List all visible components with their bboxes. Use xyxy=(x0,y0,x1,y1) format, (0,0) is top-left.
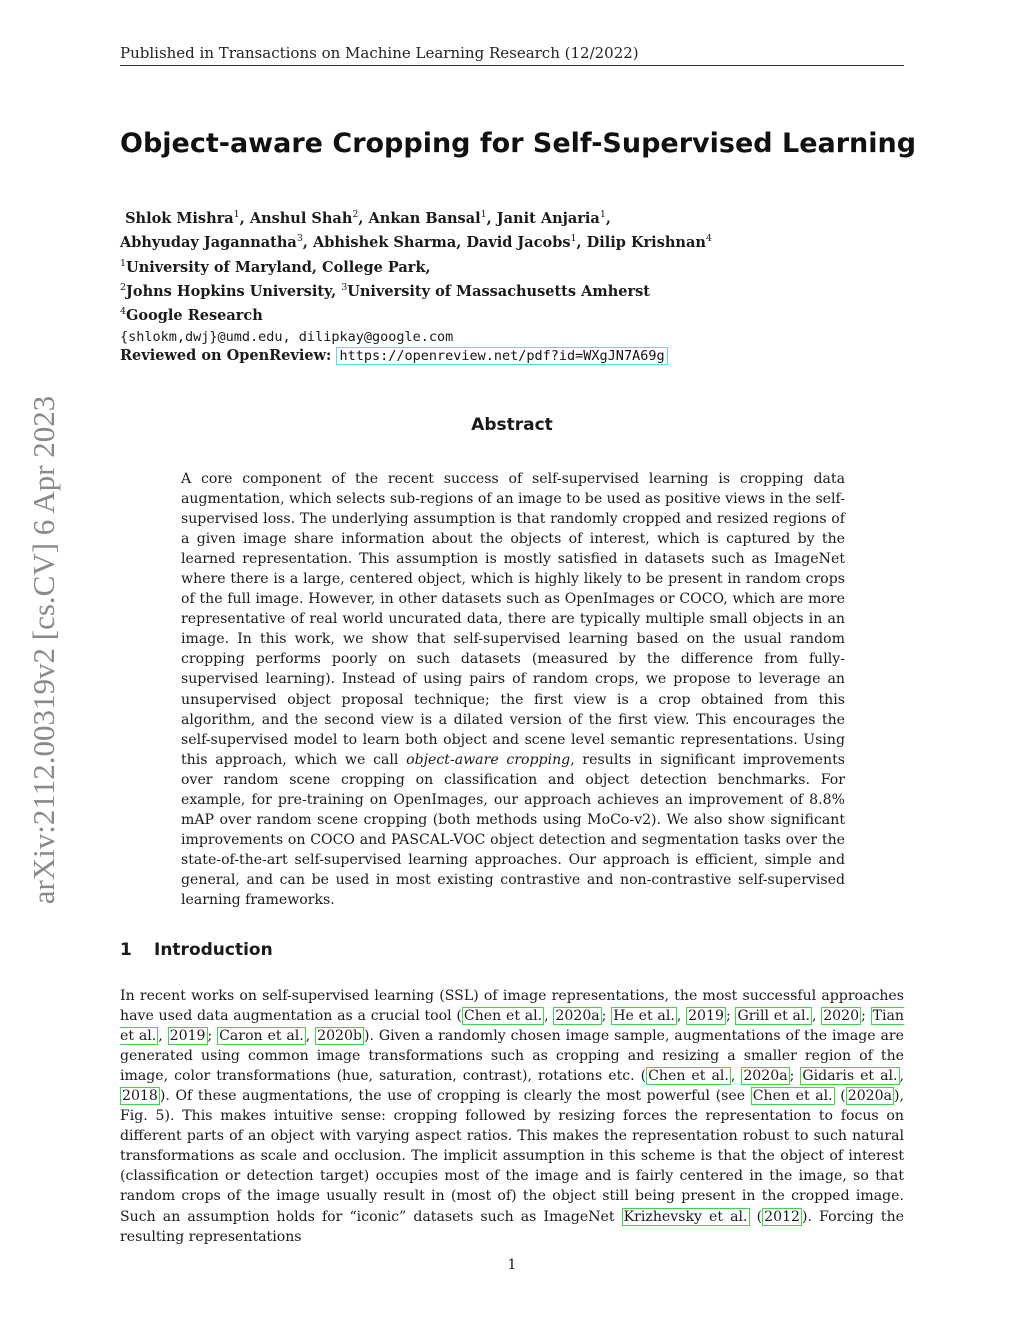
citation-link[interactable]: He et al. xyxy=(613,1008,675,1025)
citation-link[interactable]: 2020a xyxy=(847,1088,893,1105)
section-heading-introduction xyxy=(120,940,273,960)
citation-link[interactable]: Caron et al. xyxy=(219,1028,304,1045)
author-line-2: Abhyuday Jagannatha$^3$, Abhishek Sharma, David Jacobs$^1$, Dilip Krishnan$^4$ xyxy=(120,233,712,252)
citation-link[interactable]: Tian et al. xyxy=(120,1008,905,1045)
section-title: Introduction xyxy=(154,940,273,960)
header-rule xyxy=(120,65,904,66)
citation-link[interactable]: 2019 xyxy=(169,1028,206,1045)
arxiv-sidebar xyxy=(14,360,74,940)
abstract-heading: Abstract xyxy=(471,415,553,435)
citation-link[interactable]: Grill et al. xyxy=(737,1008,810,1025)
author-name: Janit Anjaria xyxy=(496,209,600,227)
page-number: 1 xyxy=(507,1257,517,1273)
review-label: Reviewed on OpenReview: xyxy=(120,347,332,364)
paper-title: Object-aware Cropping for Self-Supervised Learning xyxy=(120,128,917,159)
author-name: Ankan Bansal xyxy=(368,209,481,227)
author-line-1: Shlok Mishra$^1$, Anshul Shah$^2$, Ankan Bansal$^1$, Janit Anjaria$^1$, xyxy=(125,209,611,227)
openreview-link[interactable]: https://openreview.net/pdf?id=WXgJN7A69g xyxy=(336,347,667,365)
review-line xyxy=(120,347,668,364)
affiliation-4: $^4$Google Research xyxy=(120,306,263,325)
affiliation-2-3: $^2$Johns Hopkins University, $^3$University of Massachusetts Amherst xyxy=(120,281,650,300)
citation-link[interactable]: 2020a xyxy=(555,1008,600,1025)
citation-link[interactable]: Krizhevsky et al. xyxy=(623,1208,748,1225)
author-name: David Jacobs xyxy=(466,234,571,252)
citation-link[interactable]: Chen et al. xyxy=(752,1088,833,1105)
citation-link[interactable]: Chen et al. xyxy=(463,1008,543,1025)
running-header: Published in Transactions on Machine Learning Research (12/2022) xyxy=(120,44,639,62)
author-name: Dilip Krishnan xyxy=(586,234,706,252)
author-name: Abhishek Sharma xyxy=(312,234,457,252)
abstract-body: A core component of the recent success of self-supervised learning is cropping data augmentation, which selects sub-regions of an image to be used as positive views in the self-supervised loss. The underlying assumption is that randomly cropped and resized regions of a given image share information about the objects of interest, which is captured by the learned representation. This assumption is mostly satisfied in datasets such as ImageNet where there is a large, centered object, which is highly likely to be present in random crops of the full image. However, in other datasets such as OpenImages or COCO, which are more representative of real world uncurated data, there are typically multiple small objects in an image. In this work, we show that self-supervised learning based on the usual random cropping performs poorly on such datasets (measured by the difference from fully-supervised learning). Instead of using pairs of random crops, we propose to leverage an unsupervised object proposal technique; the first view is a crop obtained from this algorithm, and the second view is a dilated version of the first view. This encourages the self-supervised model to learn both object and scene level semantic representations. Using this approach, which we call object-aware cropping, results in significant improvements over random scene cropping on classification and object detection benchmarks. For example, for pre-training on OpenImages, our approach achieves an improvement of 8.8% mAP over random scene cropping (both methods using MoCo-v2). We also show significant improvements on COCO and PASCAL-VOC object detection and segmentation tasks over the state-of-the-art self-supervised learning approaches. Our approach is efficient, simple and general, and can be used in most existing contrastive and non-contrastive self-supervised learning frameworks. xyxy=(181,471,845,908)
author-name: Abhyuday Jagannatha xyxy=(120,234,297,252)
arxiv-identifier: arXiv:2112.00319v2 [cs.CV] 6 Apr 2023 xyxy=(26,395,61,905)
section-number: 1 xyxy=(120,940,132,960)
citation-link[interactable]: 2019 xyxy=(688,1008,724,1025)
citation-link[interactable]: 2012 xyxy=(764,1208,801,1225)
citation-link[interactable]: Gidaris et al. xyxy=(802,1068,898,1085)
citation-link[interactable]: 2020a xyxy=(743,1068,788,1085)
author-name: Shlok Mishra xyxy=(125,209,234,227)
citation-link[interactable]: Chen et al. xyxy=(648,1068,729,1085)
citation-link[interactable]: 2018 xyxy=(122,1088,158,1105)
introduction-body: In recent works on self-supervised learning (SSL) of image representations, the most successful approaches have used data augmentation as a crucial tool ( Chen et al. , 2020a ; He et al. , 2019 ; Grill et al. , 2020 ; Tian et al. , 2019 ; Caron et al. , 2020b ). Given a randomly chosen image sample, augmentations of the image are generated using common image transformations such as cropping and resizing a smaller region of the image, color transformations (hue, saturation, contrast), rotations etc. ( Chen et al. , 2020a ; Gidaris et al. , 2018 ). Of these augmentations, the use of cropping is clearly the most powerful (see Chen et al. ( 2020a ), Fig. 5). This makes intuitive sense: cropping followed by resizing forces the representation to focus on different parts of an object with varying aspect ratios. This makes the representation robust to such natural transformations as scale and occlusion. The implicit assumption in this scheme is that the object of interest (classification or detection target) occupies most of the image and is fairly centered in the image, so that random crops of the image usually result in (most of) the object still being present in the cropped image. Such an assumption holds for “iconic” datasets such as ImageNet Krizhevsky et al. ( 2012 ). Forcing the resulting representations xyxy=(120,988,905,1245)
author-emails: {shlokm,dwj}@umd.edu, dilipkay@google.com xyxy=(120,328,454,345)
author-block xyxy=(120,205,712,347)
affiliation-1: $^1$University of Maryland, College Park, xyxy=(120,257,431,276)
citation-link[interactable]: 2020b xyxy=(317,1028,363,1045)
emphasis-term: object-aware cropping xyxy=(406,751,571,768)
citation-link[interactable]: 2020 xyxy=(823,1008,860,1025)
author-name: Anshul Shah xyxy=(249,209,353,227)
